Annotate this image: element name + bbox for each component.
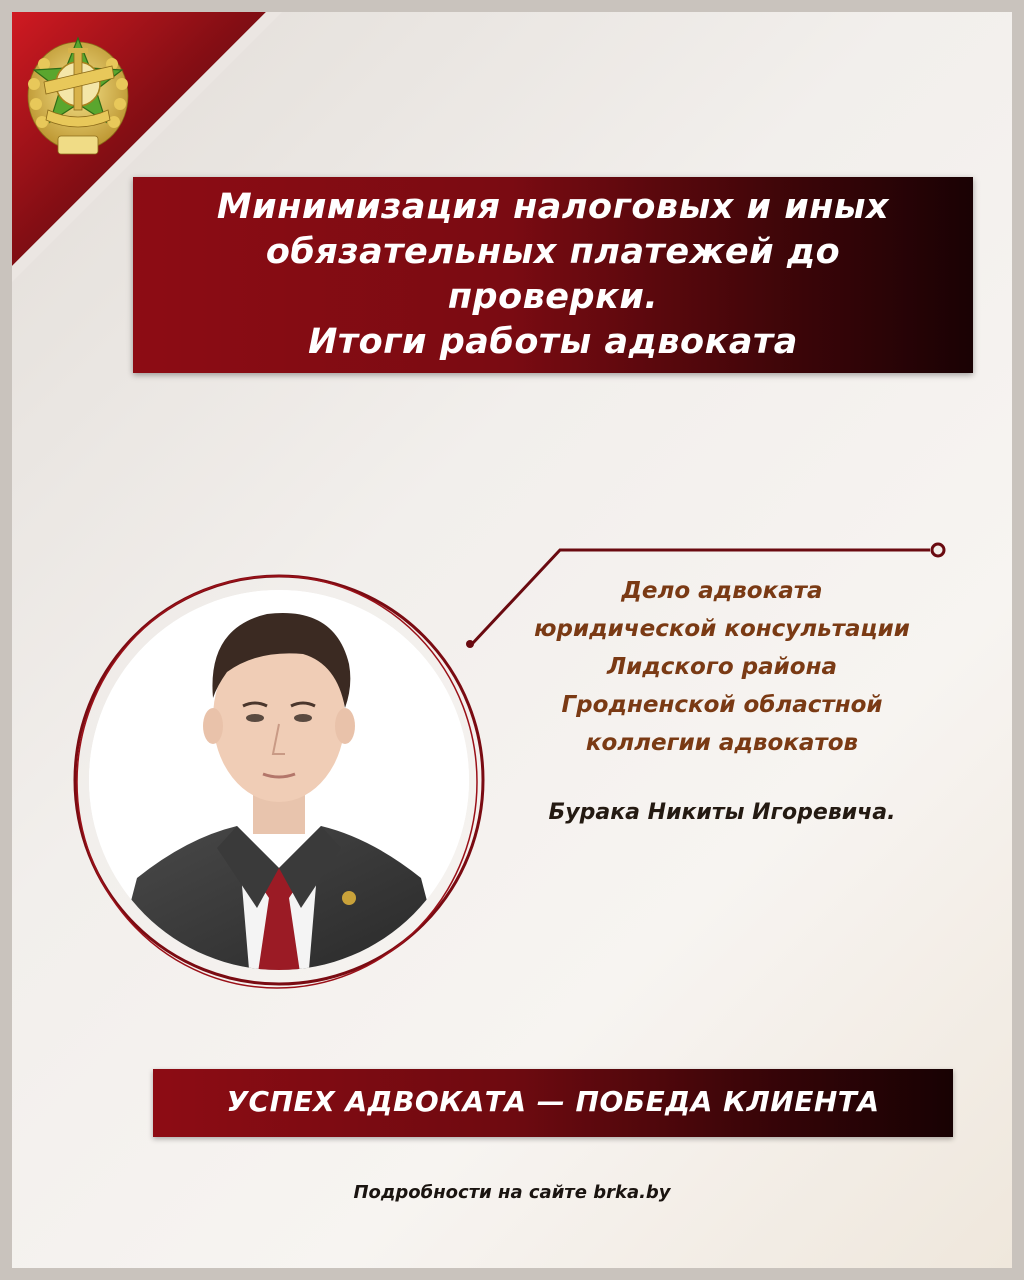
footer-link-text[interactable]: Подробности на сайте brka.by [353, 1182, 671, 1203]
title-banner [133, 177, 973, 373]
lawyer-portrait-photo [67, 568, 492, 993]
slogan: УСПЕХ АДВОКАТА — ПОБЕДА КЛИЕНТА [226, 1085, 880, 1118]
slogan-banner [153, 1069, 953, 1137]
page-title: Минимизация налоговых и иных обязательных платежей до проверки. Итоги работы адвоката [216, 187, 890, 362]
bar-association-emblem-icon [24, 24, 132, 160]
lawyer-name: Бурака Никиты Игоревича. [548, 800, 896, 825]
case-description: Дело адвоката юридической консультации Лидского района Гродненской областной коллегии адвокатов [534, 578, 910, 756]
poster [12, 12, 1012, 1268]
